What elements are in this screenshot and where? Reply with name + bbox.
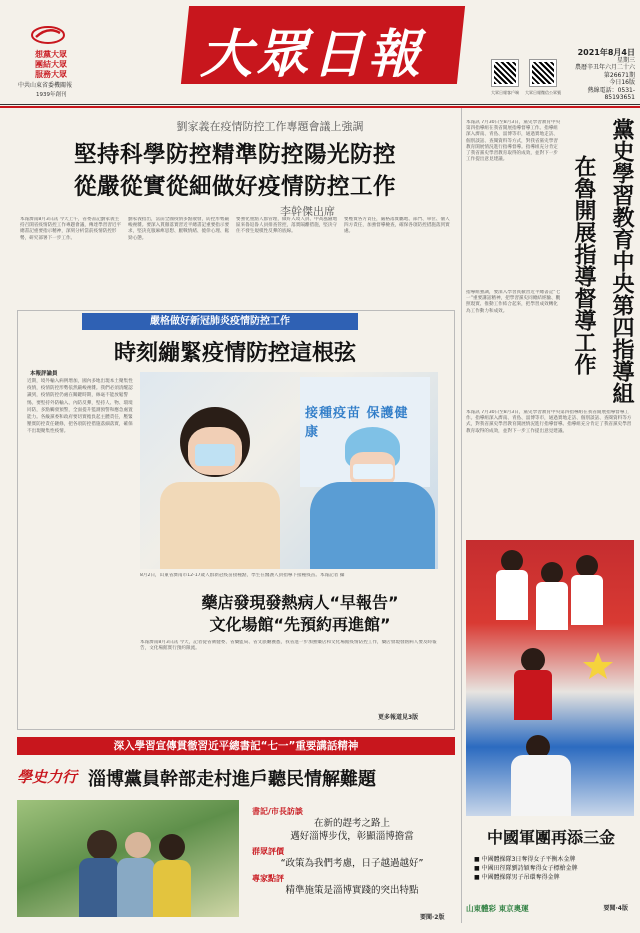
photo-caption: 8月2日，山東省濟南市12-17歲人群新冠疫苗接種點，學生在醫護人員指導下接種疫苗。本報記者 攝 (140, 573, 345, 578)
more-link[interactable]: 要聞·2版 (420, 914, 445, 921)
military-headline[interactable]: 中國軍團再添三金 (486, 828, 615, 847)
commentary-body: 近期，境外輸入病例增加，國內多地出現本土聚集性疫情，疫情防控形勢依然嚴峻複雜。我們必須清醒認識到，疫情防控仍處在關鍵時期，絲毫不能放鬆警惕。要堅持外防輸入、內防反彈，堅持人、物、環境同防，多點觸發預警，全面提升監測預警和應急處置能力。各級黨委和政府要切實擔負起主體責任，壓緊壓實防控責任鏈條，把各項防控措施落細落實，確保不出現聚集性疫情。 (27, 379, 133, 435)
item-tag: 書記/市長訪談 (252, 807, 303, 816)
medal-item: ■ 中國體操隊男子吊環奪得金牌 (474, 874, 560, 881)
medal-item-text: 中國體操隊3日奪得女子平衡木金牌 (481, 856, 576, 863)
vaccination-photo[interactable] (140, 372, 438, 569)
issue-date: 2021年8月4日 (577, 48, 635, 57)
newspaper-title[interactable]: 大眾日報 (200, 24, 425, 85)
medal-item-text: 中國體操隊男子吊環奪得金牌 (481, 874, 560, 881)
photo-sign-text: 接種疫苗 保護健康 (305, 406, 409, 440)
qr1-label: 大眾日報客戶端 (491, 90, 519, 95)
top-story-subhead: 李幹傑出席 (280, 205, 335, 218)
village-visit-photo[interactable] (17, 800, 239, 917)
pharmacy-headline-line-2: 文化場館“先預約再進館” (209, 615, 391, 634)
page-count: 今日16版 (609, 79, 635, 86)
qr2-label: 大眾日報微信公眾號 (525, 90, 561, 95)
medal-item: ■ 中國田徑隊劉詩穎奪得女子標槍金牌 (474, 865, 578, 872)
more-link[interactable]: 更多報道見3版 (378, 714, 419, 721)
item-line[interactable]: 邁好淄博步伐，彰顯淄博擔當 (290, 831, 414, 842)
study-banner-text: 深入學習宣傳貫徹習近平總書記“七一”重要講話精神 (113, 740, 359, 752)
medal-item-text: 中國田徑隊劉詩穎奪得女子標槍金牌 (481, 865, 578, 872)
masthead (0, 0, 640, 100)
olympic-medalists-photo[interactable] (466, 540, 634, 816)
top-story-kicker[interactable]: 劉家義在疫情防控工作專題會議上強調 (176, 120, 364, 133)
olympic-footer (466, 903, 634, 914)
divider (0, 104, 640, 105)
section-tag: 學史力行 (17, 768, 78, 786)
medal-item: ■ 中國體操隊3日奪得女子平衡木金牌 (474, 856, 576, 863)
item-line[interactable]: 在新的趕考之路上 (313, 818, 390, 829)
qr-code-icon[interactable] (530, 60, 556, 86)
slogan-2: 團結大眾 (35, 60, 67, 69)
right-story-body-2: 指導組強調，要深入學習貫徹習近平總書記“七一”重要講話精神，把學習黨史同總結經驗、觀照現實、推動工作結合起來，把學習成效轉化為工作動力和成效。 (466, 290, 561, 314)
issue-number: 第26671期 (603, 71, 635, 79)
right-headline-part-2[interactable]: 在魯開展指導督導工作 (571, 155, 596, 375)
newspaper-logo-icon (30, 24, 66, 46)
special-banner (82, 313, 358, 330)
right-story-body: 本報訊 7月30日至8月3日，黨史學習教育中央第四指導組在我省開展指導督導工作。指導組深入濟南、青島、淄博等市，通過實地走訪、個別談話、查閱資料等方式，對我省黨史學習教育開展情況進行指導督導。指導組充分肯定了我省黨史學習教育取得的成效，並對下一步工作提出意見建議。 (466, 120, 561, 163)
column-divider (461, 108, 462, 923)
special-headline[interactable]: 時刻繃緊疫情防控這根弦 (113, 341, 356, 366)
more-link[interactable]: 要聞·4版 (603, 905, 628, 912)
date-block (560, 49, 635, 102)
right-headline-part-1[interactable]: 黨史學習教育中央第四指導組 (609, 118, 634, 404)
headline-line-2: 從嚴從實從細做好疫情防控工作 (73, 174, 396, 200)
slogan-1: 想黨大眾 (35, 50, 67, 59)
medal-list (474, 855, 634, 882)
top-story-column-1: 本報濟南8月3日訊 今天上午，省委書記劉家義主持召開省疫情防控工作專題會議，傳達學習習近平總書記重要指示精神，深刻分析當前疫情防控形勢，研究部署下一步工作。 (20, 217, 122, 241)
top-story-column-4: 要壓實各方責任，嚴格落實屬地、部門、單位、個人四方責任，加強督導檢查，確保各項防控措施落到實處。 (344, 217, 450, 235)
item-line[interactable]: “政策為我們考慮，日子越過越好” (280, 858, 424, 869)
lunar-date: 農曆辛丑年六月二十六 (574, 64, 635, 71)
weekday: 星期三 (616, 56, 635, 64)
right-story-body-3: 本報訊 7月30日至8月3日，黨史學習教育中央第四指導組在我省開展指導督導工作。指導組深入濟南、青島、淄博等市，通過實地走訪、個別談話、查閱資料等方式，對我省黨史學習教育開展情況進行指導督導。指導組充分肯定了我省黨史學習教育取得的成效，並對下一步工作提出意見建議。 (466, 410, 632, 434)
item-line[interactable]: 精準施策是淄博實踐的突出特點 (285, 885, 419, 896)
pharmacy-headline-line-1: 藥店發現發熱病人“早報告” (201, 593, 399, 612)
pharmacy-body: 本報濟南8月3日訊 今天，記者從省衛健委、省藥監局、省文旅廳獲悉，我省進一步加強藥店和文化場館疫情防控工作，藥店發現發熱病人要及時報告，文化場館實行預約限流。 (140, 640, 437, 652)
top-story-headline[interactable] (20, 139, 450, 203)
top-story-column-3: 要強化重點人群管理，做好入境人員、中高風險地區來魯返魯人員排查管控，落實隔離措施，堅決守住不發生規模性反彈的底線。 (236, 217, 338, 235)
top-story-column-2: 劉家義指出，當前全國疫情多點散發，防控形勢嚴峻複雜。要深入貫徹落實習近平總書記重要指示要求，堅決克服麻痺思想、厭戰情緒、僥倖心理、鬆勁心態。 (128, 217, 230, 241)
special-banner-text: 嚴格做好新冠肺炎疫情防控工作 (150, 316, 290, 327)
slogans (35, 50, 67, 80)
commentary-label: 本報評論員 (30, 371, 58, 377)
divider (0, 106, 640, 108)
related-items (252, 806, 452, 897)
pharmacy-headline[interactable] (155, 592, 445, 636)
slogan-3: 服務大眾 (35, 70, 67, 79)
study-banner (17, 737, 455, 755)
headline-line-1: 堅持科學防控精準防控陽光防控 (73, 142, 396, 168)
item-tag: 群眾評價 (252, 847, 284, 856)
zibo-headline[interactable]: 淄博黨員幹部走村進戶聽民情解難題 (88, 769, 376, 790)
org-name: 中共山東省委機關報 (18, 82, 73, 89)
hotline: 熱線電話：0531-85193651 (587, 86, 635, 101)
star-icon (578, 650, 618, 680)
olympic-label: 山東體彩 東京奧運 (466, 904, 529, 913)
item-tag: 專家點評 (252, 874, 284, 883)
qr-code-icon[interactable] (492, 60, 518, 86)
founded-year: 1939年創刊 (36, 92, 67, 98)
